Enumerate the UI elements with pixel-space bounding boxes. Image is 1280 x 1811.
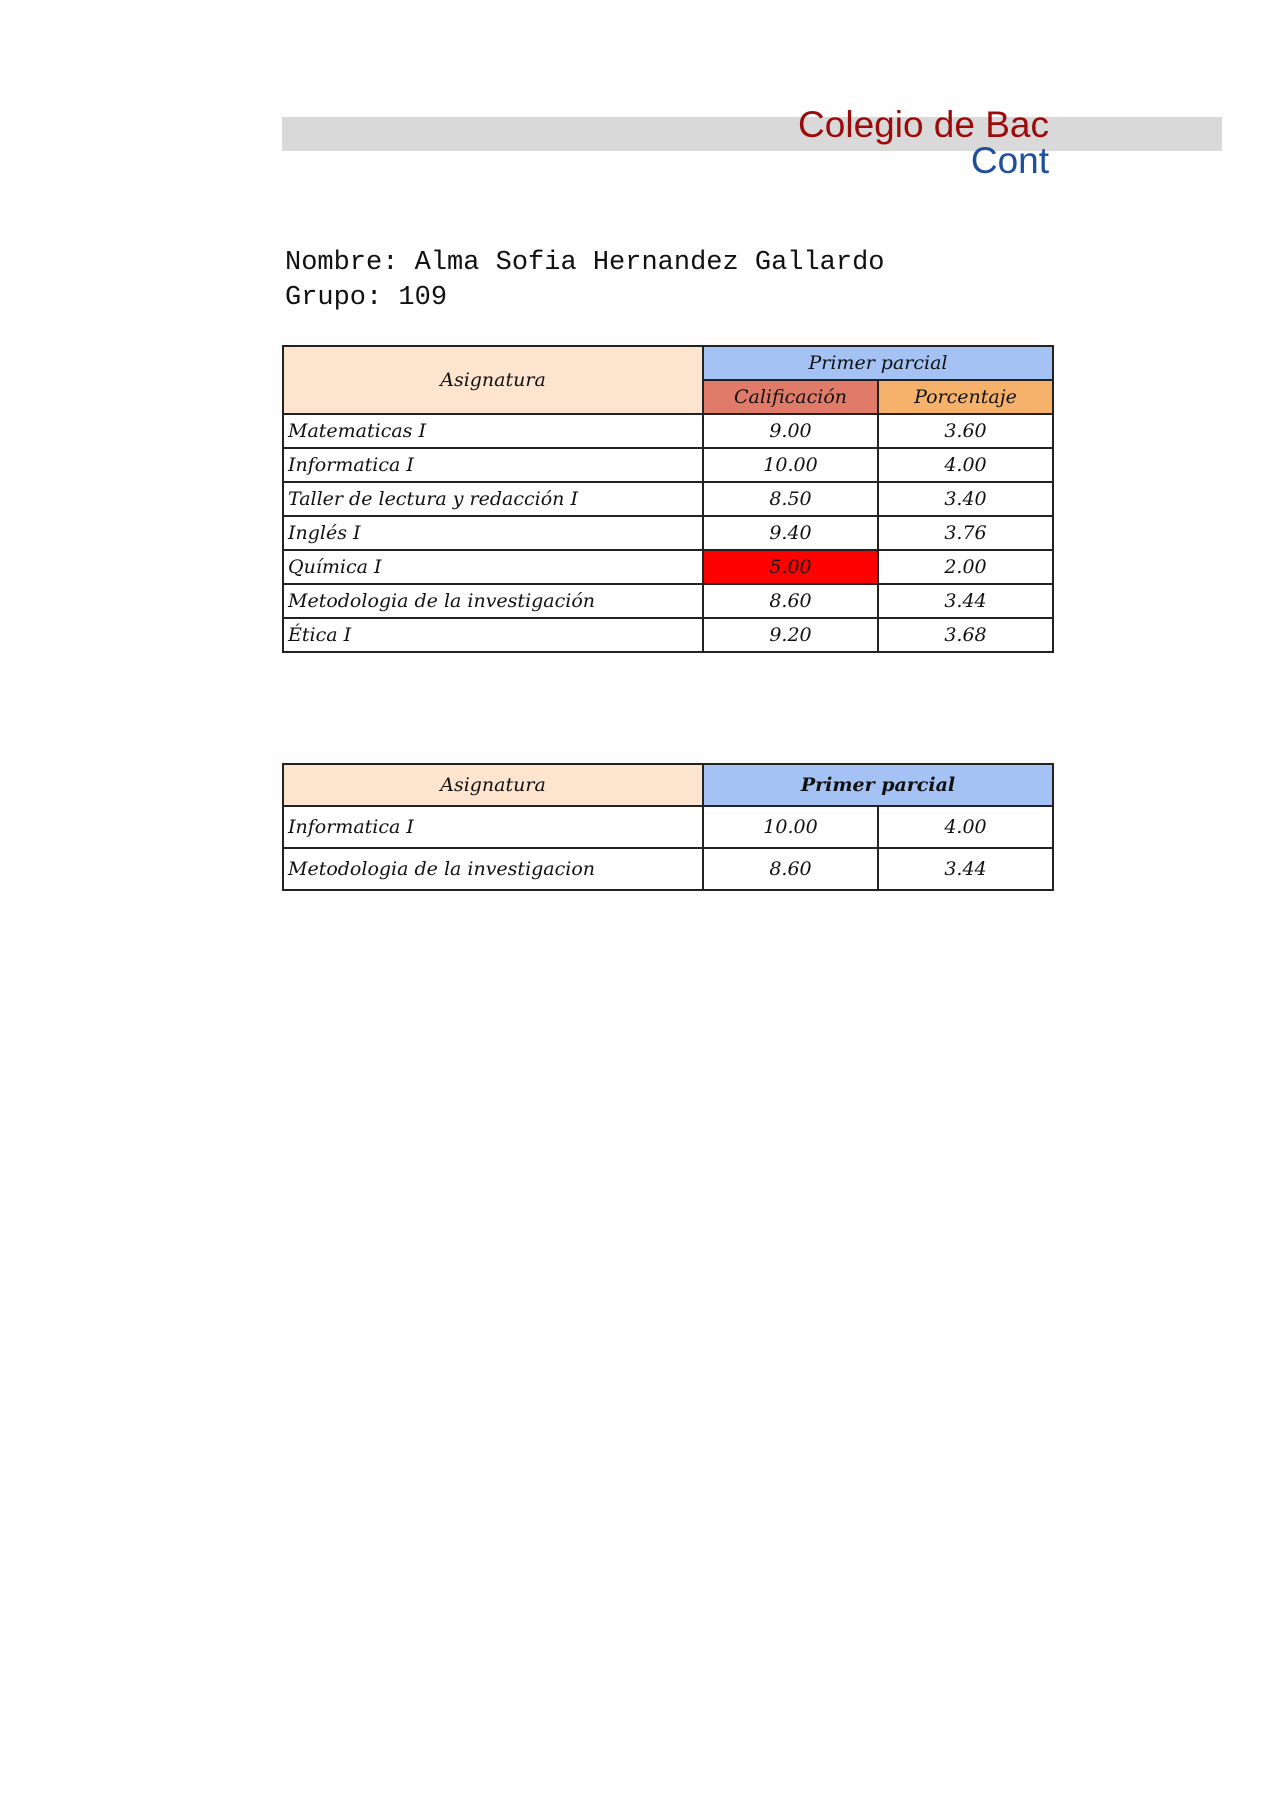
percent-cell: 4.00 [878, 448, 1053, 482]
percent-cell: 3.76 [878, 516, 1053, 550]
header-subject: Asignatura [283, 764, 703, 806]
grade-cell: 8.50 [703, 482, 878, 516]
percent-cell: 3.44 [878, 848, 1053, 890]
subject-cell: Metodologia de la investigacion [283, 848, 703, 890]
percent-cell: 4.00 [878, 806, 1053, 848]
grade-cell: 9.20 [703, 618, 878, 652]
failing-grade-cell: 5.00 [703, 550, 878, 584]
percent-cell: 3.68 [878, 618, 1053, 652]
subject-cell: Metodologia de la investigación [283, 584, 703, 618]
table-row [283, 584, 1053, 618]
percent-cell: 3.44 [878, 584, 1053, 618]
percent-cell: 2.00 [878, 550, 1053, 584]
table-row [283, 414, 1053, 448]
grade-cell: 10.00 [703, 448, 878, 482]
student-group: Grupo: 109 [285, 283, 448, 313]
table-row [283, 550, 1053, 584]
summary-table [282, 763, 1054, 891]
grade-cell: 9.00 [703, 414, 878, 448]
school-subtitle: Cont [970, 140, 1049, 181]
table-row [283, 806, 1053, 848]
table-row [283, 618, 1053, 652]
percent-cell: 3.60 [878, 414, 1053, 448]
header-percent: Porcentaje [878, 380, 1053, 414]
subject-cell: Informatica I [283, 806, 703, 848]
table-row [283, 516, 1053, 550]
header-period: Primer parcial [703, 764, 1053, 806]
grade-cell: 10.00 [703, 806, 878, 848]
subject-cell: Química I [283, 550, 703, 584]
title-area [282, 100, 1049, 190]
subject-cell: Informatica I [283, 448, 703, 482]
grade-cell: 8.60 [703, 848, 878, 890]
subject-cell: Inglés I [283, 516, 703, 550]
subject-cell: Taller de lectura y redacción I [283, 482, 703, 516]
table-row [283, 482, 1053, 516]
grades-table [282, 345, 1054, 653]
subject-cell: Matematicas I [283, 414, 703, 448]
percent-cell: 3.40 [878, 482, 1053, 516]
school-title: Colegio de Bac [798, 104, 1049, 145]
table-row [283, 848, 1053, 890]
header-period: Primer parcial [703, 346, 1053, 380]
grade-cell: 8.60 [703, 584, 878, 618]
grade-cell: 9.40 [703, 516, 878, 550]
header-grade: Calificación [703, 380, 878, 414]
header-subject: Asignatura [283, 346, 703, 414]
student-name: Nombre: Alma Sofia Hernandez Gallardo [285, 248, 885, 278]
table-row [283, 448, 1053, 482]
subject-cell: Ética I [283, 618, 703, 652]
